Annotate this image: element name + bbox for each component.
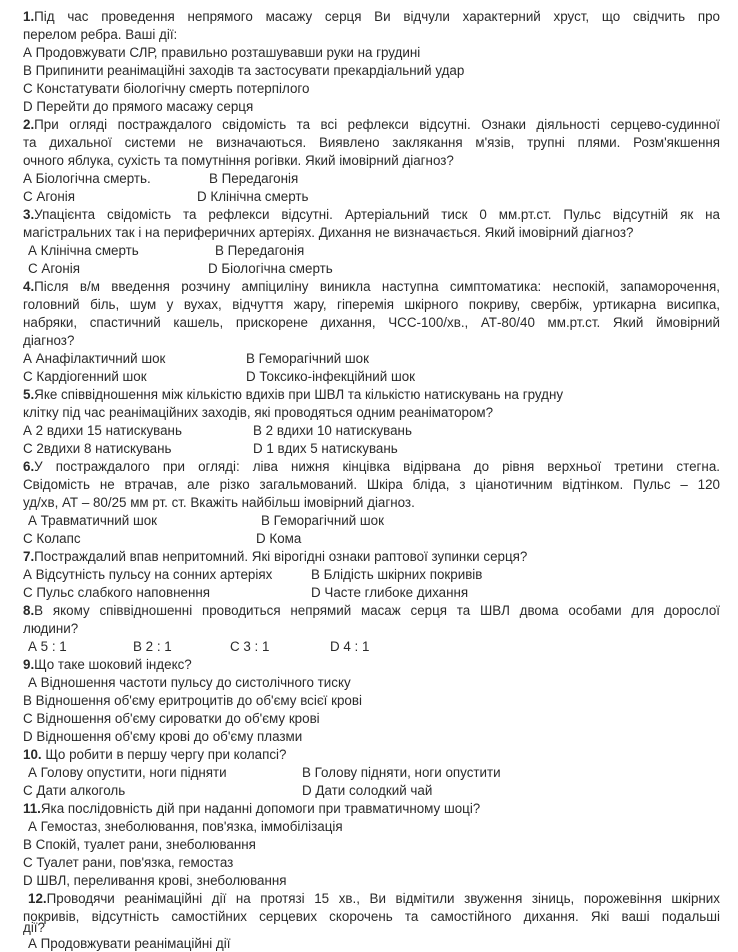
question-1-text-line-2: перелом ребра. Ваші дії:	[23, 27, 178, 42]
question-10-option-a: А Голову опустити, ноги підняти	[28, 765, 227, 780]
question-5-option-b: В 2 вдихи 10 натискувань	[253, 423, 412, 438]
question-number: 12.	[28, 891, 47, 906]
question-number: 3.	[23, 207, 35, 222]
question-7-text-line-1: 7.Постраждалий впав непритомний. Які вірогідні ознаки раптової зупинки серця?	[23, 549, 528, 564]
question-6-option-c: С Колапс	[23, 531, 81, 546]
question-6-option-d: D Кома	[256, 531, 302, 546]
question-11-option-d: D ШВЛ, переливання крові, знеболювання	[23, 873, 287, 888]
question-4-option-b: В Геморагічний шок	[246, 351, 369, 366]
question-6-text-line-3: уд/хв, АТ – 80/25 мм рт. ст. Вкажіть найбільш імовірний діагноз.	[23, 495, 415, 510]
question-8-option-b: В 2 : 1	[133, 639, 172, 654]
question-10-text-line-1: 10. Що робити в першу чергу при колапсі?	[23, 747, 287, 762]
question-9-option-a: А Відношення частоти пульсу до систолічного тиску	[28, 675, 351, 690]
question-8-option-a: А 5 : 1	[28, 639, 67, 654]
question-5-option-c: С 2вдихи 8 натискувань	[23, 441, 172, 456]
question-2-option-d: D Клінічна смерть	[197, 189, 309, 204]
question-1-option-c: С Констатувати біологічну смерть потерпілого	[23, 81, 310, 96]
question-number: 7.	[23, 549, 35, 564]
question-number: 6.	[23, 459, 35, 474]
question-2-option-c: С Агонія	[23, 189, 75, 204]
question-1-text-line-1: 1.Під час проведення непрямого масажу серця Ви відчули характерний хруст, що свідчить про	[23, 9, 720, 24]
question-4-text-line-4: діагноз?	[23, 333, 75, 348]
question-4-text-line-3: набряки, спастичний кашель, прискорене дихання, ЧСС-100/хв., АТ-80/40 мм.рт.ст. Який ймовірний	[23, 315, 720, 330]
question-4-option-d: D Токсико-інфекційний шок	[246, 369, 416, 384]
question-11-text-line-1: 11.Яка послідовність дій при наданні допомоги при травматичному шоці?	[23, 801, 481, 816]
question-1-option-a: А Продовжувати СЛР, правильно розташувавши руки на грудині	[23, 45, 421, 60]
question-4-text-line-2: головний біль, шум у вухах, відчуття жару, гіперемія шкірного покриву, свербіж, уртикарна висипка,	[23, 297, 720, 312]
question-2-option-a: А Біологічна смерть.	[23, 171, 151, 186]
question-5-option-d: D 1 вдих 5 натискувань	[253, 441, 398, 456]
question-2-text-line-1: 2.При огляді постраждалого свідомість та всі рефлекси відсутні. Ознаки діяльності серцево-судинної	[23, 117, 720, 132]
question-number: 9.	[23, 657, 35, 672]
question-3-text-line-2: магістральних так і на периферичних артеріях. Дихання не визначається. Який імовірний діагноз?	[23, 225, 634, 240]
question-3-option-c: С Агонія	[28, 261, 80, 276]
question-number: 8.	[23, 603, 35, 618]
question-2-text-line-2: та дихальної системи не визначаються. Виявлено заклякання м'язів, трупні плями. Розм'якшення	[23, 135, 720, 150]
question-12-text-line-3: дії?	[23, 920, 45, 935]
question-3-option-b: В Передагонія	[215, 243, 305, 258]
question-6-text-line-1: 6.У постраждалого при огляді: ліва нижня кінцівка відірвана до рівня верхньої третини стегна.	[23, 459, 720, 474]
question-7-option-d: D Часте глибоке дихання	[311, 585, 469, 600]
question-number: 1.	[23, 9, 35, 24]
question-12-option-a: А Продовжувати реанімаційні дії	[28, 936, 231, 951]
question-9-option-c: С Відношення об'єму сироватки до об'єму крові	[23, 711, 320, 726]
question-11-option-b: В Спокій, туалет рани, знеболювання	[23, 837, 256, 852]
question-8-option-d: D 4 : 1	[330, 639, 370, 654]
question-3-option-d: D Біологічна смерть	[208, 261, 333, 276]
question-number: 2.	[23, 117, 35, 132]
question-8-text-line-1: 8.В якому співвідношенні проводиться непрямий масаж серця та ШВЛ двома особами для дорослої	[23, 603, 720, 618]
question-4-text-line-1: 4.Після в/м введення розчину ампіциліну виникла наступна симптоматика: неспокій, запаморочення,	[23, 279, 720, 294]
question-9-option-d: D Відношення об'єму крові до об'єму плазми	[23, 729, 303, 744]
question-6-option-a: А Травматичний шок	[28, 513, 158, 528]
question-2-text-line-3: очного яблука, сухість та помутніння рогівки. Який імовірний діагноз?	[23, 153, 454, 168]
question-9-option-b: В Відношення об'єму еритроцитів до об'єму всієї крові	[23, 693, 362, 708]
question-7-option-b: В Блідість шкірних покривів	[311, 567, 483, 582]
question-8-text-line-2: людини?	[23, 621, 79, 636]
question-1-option-d: D Перейти до прямого масажу серця	[23, 99, 254, 114]
question-3-text-line-1: 3.Упацієнта свідомість та рефлекси відсутні. Артеріальний тиск 0 мм.рт.ст. Пульс відсутній як на	[23, 207, 720, 222]
question-6-text-line-2: Свідомість не втрачав, але різко загальмований. Шкіра бліда, з ціанотичним відтінком. Пульс – 120	[23, 477, 720, 492]
question-9-text-line-1: 9.Що таке шоковий індекс?	[23, 657, 192, 672]
question-4-option-c: С Кардіогенний шок	[23, 369, 147, 384]
question-number: 11.	[23, 801, 41, 816]
question-2-option-b: В Передагонія	[209, 171, 299, 186]
question-7-option-a: А Відсутність пульсу на сонних артеріях	[23, 567, 273, 582]
question-8-option-c: С 3 : 1	[230, 639, 270, 654]
question-12-text-line-2: покривів, відсутність самостійних серцевих скорочень та самостійного дихання. Які ваші подальші	[23, 909, 720, 924]
question-10-option-c: С Дати алкоголь	[23, 783, 126, 798]
question-3-option-a: А Клінічна смерть	[28, 243, 139, 258]
question-4-option-a: А Анафілактичний шок	[23, 351, 166, 366]
question-5-text-line-2: клітку під час реанімаційних заходів, які проводяться одним реаніматором?	[23, 405, 494, 420]
question-number: 4.	[23, 279, 35, 294]
question-12-text-line-1: 12.Проводячи реанімаційні дії на протязі 15 хв., Ви відмітили звуження зіниць, порожевіння шкірних	[28, 891, 720, 906]
question-7-option-c: С Пульс слабкого наповнення	[23, 585, 210, 600]
question-1-option-b: В Припинити реанімаційні заходів та застосувати прекардіальний удар	[23, 63, 465, 78]
question-5-option-a: А 2 вдихи 15 натискувань	[23, 423, 182, 438]
question-number: 10.	[23, 747, 42, 762]
question-6-option-b: В Геморагічний шок	[261, 513, 384, 528]
question-11-option-a: А Гемостаз, знеболювання, пов'язка, іммобілізація	[28, 819, 343, 834]
question-11-option-c: С Туалет рани, пов'язка, гемостаз	[23, 855, 234, 870]
question-number: 5.	[23, 387, 35, 402]
question-5-text-line-1: 5.Яке співвідношення між кількістю вдихів при ШВЛ та кількістю натискувань на грудну	[23, 387, 564, 402]
question-10-option-b: В Голову підняти, ноги опустити	[302, 765, 501, 780]
question-10-option-d: D Дати солодкий чай	[302, 783, 433, 798]
